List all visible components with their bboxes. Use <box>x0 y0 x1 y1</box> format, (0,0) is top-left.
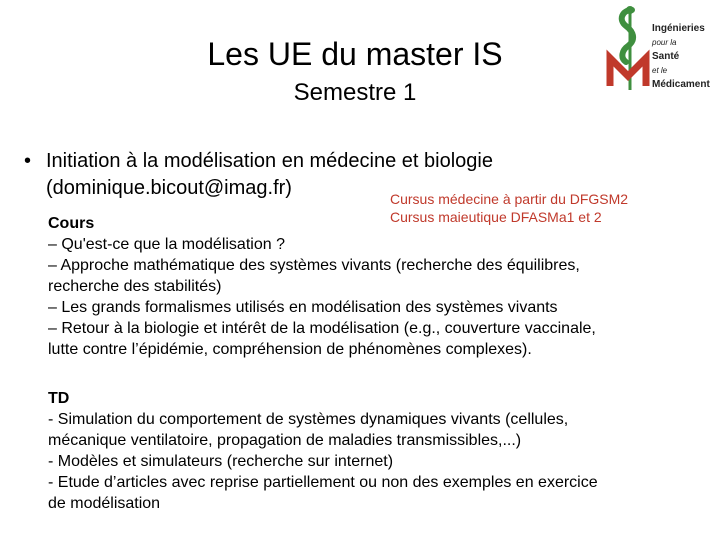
cursus-line-1: Cursus médecine à partir du DFGSM2 <box>390 191 629 207</box>
cursus-line-2: Cursus maieutique DFASMa1 et 2 <box>390 209 602 225</box>
logo-text <box>652 22 710 92</box>
cours-line: – Les grands formalismes utilisés en modélisation des systèmes vivants <box>48 299 558 316</box>
cours-line: – Retour à la biologie et intérêt de la modélisation (e.g., couverture vaccinale, <box>48 320 596 337</box>
ism-logo <box>606 4 712 96</box>
cours-line: recherche des stabilités) <box>48 278 222 295</box>
td-heading: TD <box>48 390 70 407</box>
td-line: - Etude d’articles avec reprise partiellement ou non des exemples en exercice <box>48 474 598 491</box>
td-line: mécanique ventilatoire, propagation de maladies transmissibles,...) <box>48 432 522 449</box>
ue-title: Initiation à la modélisation en médecine et biologie <box>46 150 493 172</box>
cours-line: – Qu'est-ce que la modélisation ? <box>48 236 285 253</box>
cours-section <box>48 213 708 360</box>
logo-line-4: et le <box>652 66 668 75</box>
td-line: - Simulation du comportement de systèmes dynamiques vivants (cellules, <box>48 411 569 428</box>
logo-line-3: Santé <box>652 51 680 62</box>
logo-line-1: Ingénieries <box>652 23 705 34</box>
bullet-icon: • <box>24 150 32 172</box>
td-section <box>48 388 708 514</box>
slide-subtitle: Semestre 1 <box>293 79 417 106</box>
cours-heading: Cours <box>48 215 95 232</box>
logo-line-5: Médicament <box>652 79 710 90</box>
td-line: - Modèles et simulateurs (recherche sur internet) <box>48 453 394 470</box>
cours-line: lutte contre l’épidémie, compréhension de phénomènes complexes). <box>48 341 532 358</box>
ue-contact: (dominique.bicout@imag.fr) <box>46 177 292 199</box>
td-line: de modélisation <box>48 495 161 512</box>
cours-line: – Approche mathématique des systèmes vivants (recherche des équilibres, <box>48 257 580 274</box>
logo-line-2: pour la <box>652 38 677 47</box>
slide-title: Les UE du master IS <box>207 36 503 72</box>
